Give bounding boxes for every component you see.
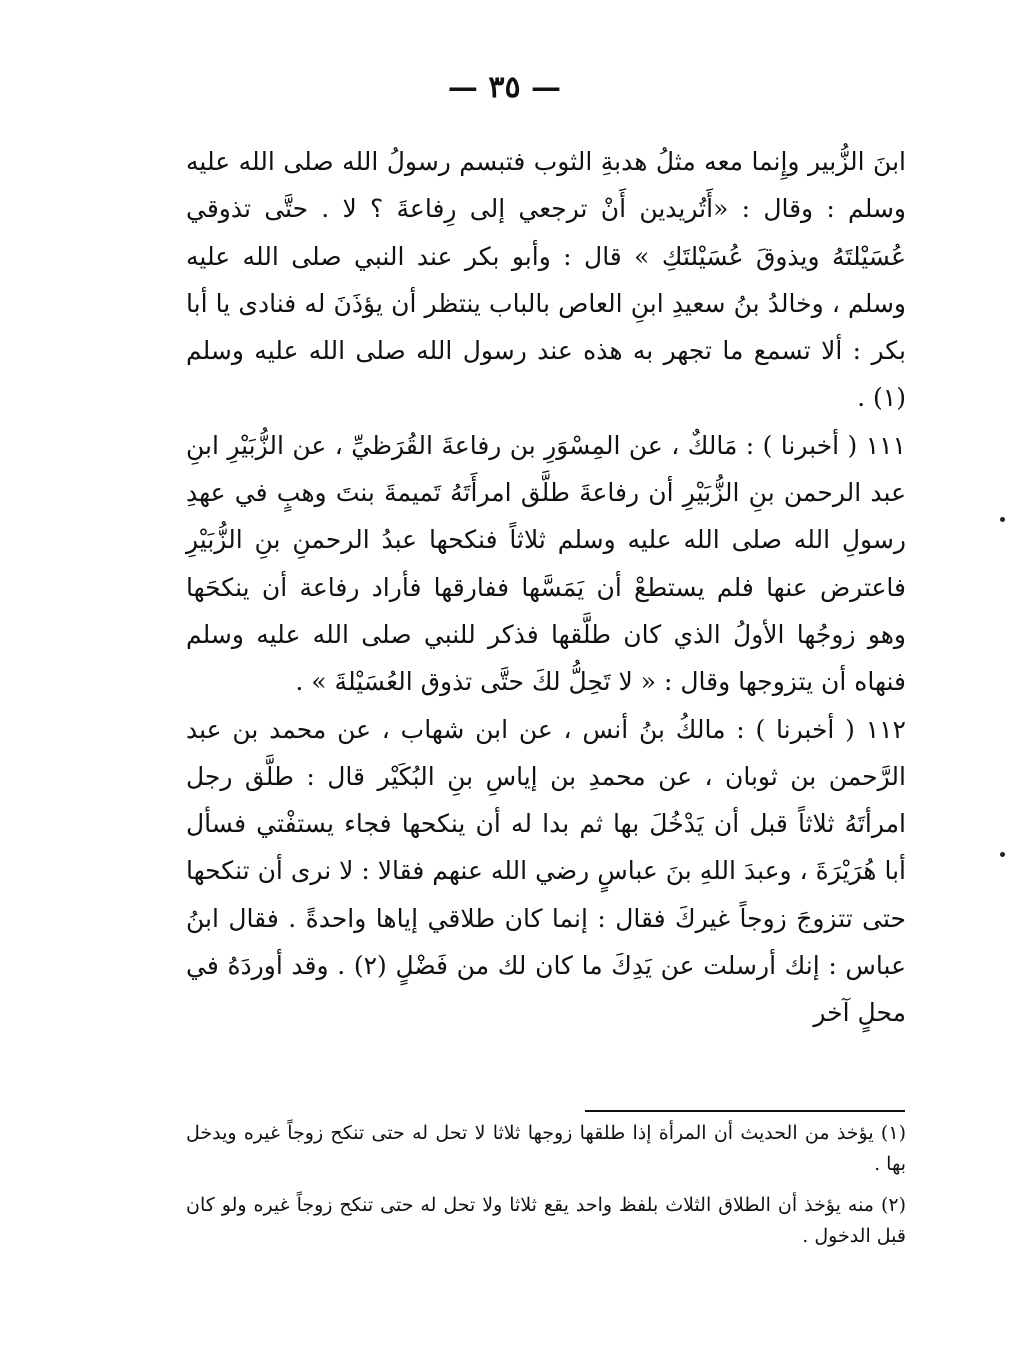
margin-mark [1000,852,1005,857]
footnote-2: (٢) منه يؤخذ أن الطلاق الثلاث بلفظ واحد يقع ثلاثا ولا تحل له حتى تنكح زوجاً غيره ولو كان قبل الدخول . [186,1194,906,1247]
paragraph-hadith-112: ١١٢ ( أخبرنا ) : مالكُ بنُ أنس ، عن ابن شهاب ، عن محمد بن عبد الرَّحمن بن ثوبان ، عن محمدِ بن إياسِ بنِ البُكَيْر قال : طلَّق رجل امرأتَهُ ثلاثاً قبل أن يَدْخُلَ بها ثم بدا له أن ينكحها فجاء يستفْتي فسأل أبا هُرَيْرَةَ ، وعبدَ اللهِ بنَ عباسٍ رضي الله عنهم فقالا : لا نرى أن تنكحها حتى تتزوجَ زوجاً غيركَ فقال : إنما كان طلاقي إياها واحدةً . فقال ابنُ عباس : إنك أرسلت عن يَدِكَ ما كان لك من فَضْلٍ (٢) . وقد أوردَهُ في محلٍ آخر [186,714,906,1028]
footnote-separator [585,1110,905,1112]
footnotes [186,1118,906,1262]
paragraph-hadith-111: ١١١ ( أخبرنا ) : مَالكٌ ، عن المِسْوَرِ بن رفاعةَ القُرَظيِّ ، عن الزُّبَيْرِ ابنِ عبد الرحمن بنِ الزُّبَيْرِ أن رفاعةَ طلَّق امرأَتَهُ تَميمةَ بنتَ وهبٍ في عهدِ رسولِ الله صلى الله عليه وسلم ثلاثاً فنكحها عبدُ الرحمنِ بنِ الزُّبَيْرِ فاعترض عنها فلم يستطعْ أن يَمَسَّها ففارقها فأراد رفاعة أن ينكحَها وهو زوجُها الأولُ الذي كان طلَّقها فذكر للنبي صلى الله عليه وسلم فنهاه أن يتزوجها وقال : « لا تَحِلُّ لكَ حتَّى تذوق العُسَيْلةَ » . [186,430,906,697]
margin-mark [1000,517,1005,522]
paragraph-continuation: ابنَ الزُّبير وإِنما معه مثلُ هدبةِ الثوب فتبسم رسولُ الله صلى الله عليه وسلم : وقال : «أَتُريدين أَنْ ترجعي إلى رِفاعةَ ؟ لا . حتَّى تذوقي عُسَيْلتَهُ ويذوقَ عُسَيْلتَكِ » قال : وأبو بكر عند النبي صلى الله عليه وسلم ، وخالدُ بنُ سعيدِ ابنِ العاص بالباب ينتظر أن يؤذَنَ له فنادى يا أبا بكر : ألا تسمع ما تجهر به هذه عند رسول الله صلى الله عليه وسلم (١) . [186,147,906,413]
page-number: — ٣٥ — [447,70,562,105]
footnote-1: (١) يؤخذ من الحديث أن المرأة إذا طلقها زوجها ثلاثا لا تحل له حتى تنكح زوجاً غيره ويدخل بها . [186,1122,906,1175]
main-text [186,138,906,1037]
